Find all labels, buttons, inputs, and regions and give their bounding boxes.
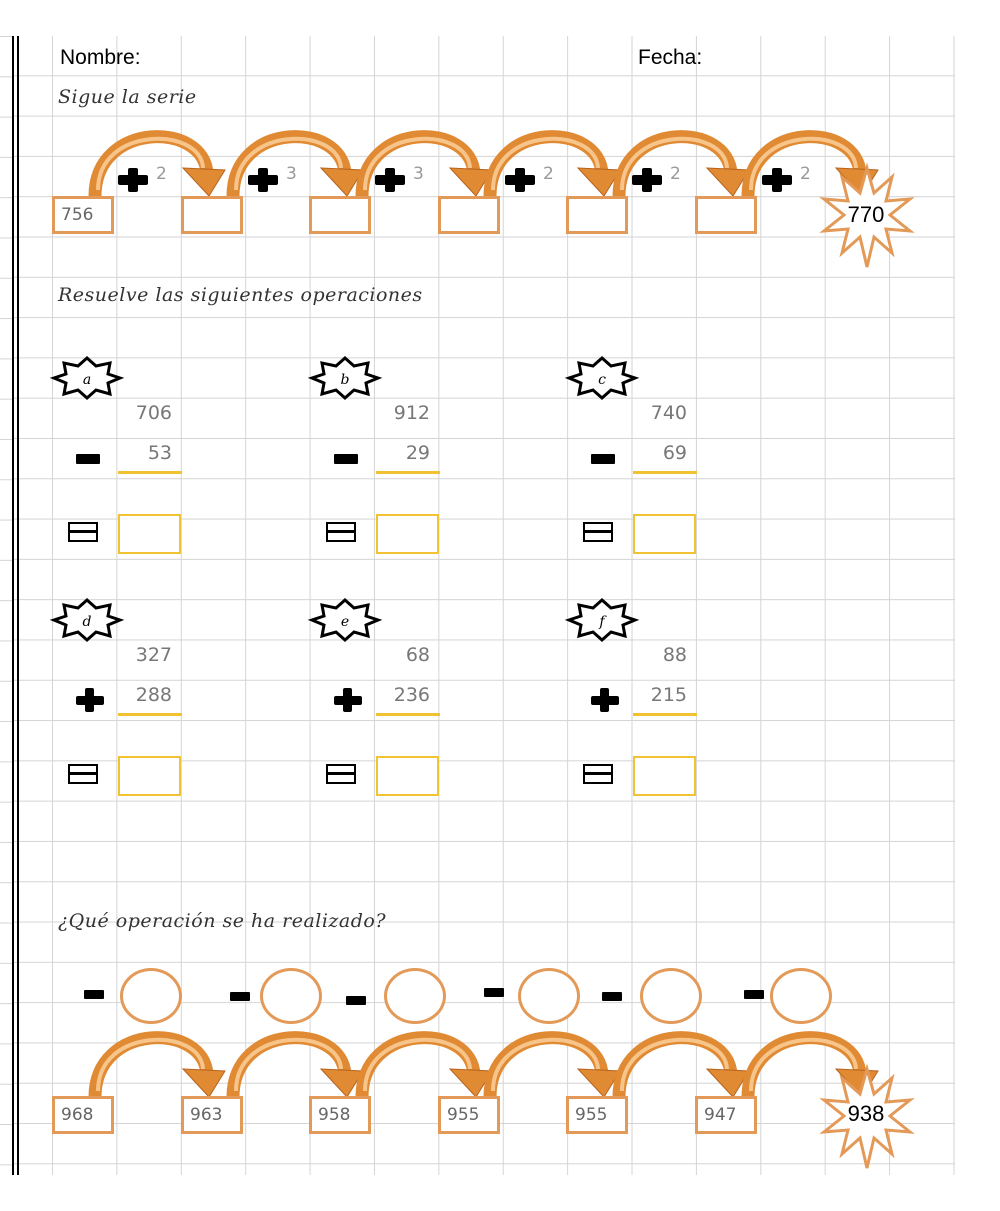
minus-icon [484, 988, 504, 997]
minus-icon [744, 990, 764, 999]
arrow-operation-1 [95, 1038, 225, 1097]
operation-answer-circle-1[interactable] [120, 968, 182, 1024]
step-value: 3 [286, 164, 297, 184]
series-end-value: 770 [847, 202, 885, 227]
section3-title: ¿Qué operación se ha realizado? [58, 910, 387, 932]
step-value: 2 [156, 164, 167, 184]
operation-answer-circle-3[interactable] [384, 968, 446, 1024]
problem-bottom-number: 215 [650, 684, 687, 706]
operation-value-box-6: 947 [695, 1096, 757, 1134]
step-value: 2 [543, 164, 554, 184]
minus-icon [346, 996, 366, 1005]
problem-letter: e [340, 614, 350, 630]
problem-bottom-number: 53 [147, 442, 172, 464]
arrow-operation-2 [233, 1038, 363, 1097]
arrow-operation-5 [619, 1038, 749, 1097]
problem-top-number: 706 [135, 402, 172, 424]
problem-letter: a [82, 372, 92, 388]
problem-letter: d [82, 614, 92, 630]
operation-value-box-2: 963 [181, 1096, 243, 1134]
problem-bottom-number: 69 [662, 442, 687, 464]
problem-top-number: 740 [650, 402, 687, 424]
problem-bottom-number: 236 [393, 684, 430, 706]
problem-top-number: 912 [393, 402, 430, 424]
date-label: Fecha: [638, 46, 703, 69]
operation-answer-circle-6[interactable] [770, 968, 832, 1024]
problem-bottom-number: 288 [135, 684, 172, 706]
series-start-box: 756 [52, 196, 114, 234]
problem-top-number: 88 [662, 644, 687, 666]
operation-end-value: 938 [847, 1101, 885, 1126]
minus-icon [602, 992, 622, 1001]
operation-value-box-3: 958 [309, 1096, 371, 1134]
minus-icon [230, 992, 250, 1001]
section2-title: Resuelve las siguientes operaciones [58, 284, 423, 306]
problem-bottom-number: 29 [405, 442, 430, 464]
operation-answer-circle-2[interactable] [260, 968, 322, 1024]
operation-answer-circle-5[interactable] [640, 968, 702, 1024]
minus-icon [84, 990, 104, 999]
name-label: Nombre: [60, 46, 141, 69]
problem-letter: c [598, 372, 606, 388]
step-value: 2 [800, 164, 811, 184]
arrow-operation-4 [490, 1038, 620, 1097]
problem-letter: f [599, 614, 605, 630]
problem-top-number: 327 [135, 644, 172, 666]
operation-value-box-1: 968 [52, 1096, 114, 1134]
step-value: 3 [413, 164, 424, 184]
problem-letter: b [340, 372, 350, 388]
problem-top-number: 68 [405, 644, 430, 666]
operation-value-box-4: 955 [438, 1096, 500, 1134]
operation-answer-circle-4[interactable] [518, 968, 580, 1024]
operation-value-box-5: 955 [566, 1096, 628, 1134]
arrow-operation-3 [362, 1038, 492, 1097]
step-value: 2 [670, 164, 681, 184]
section1-title: Sigue la serie [58, 86, 197, 108]
